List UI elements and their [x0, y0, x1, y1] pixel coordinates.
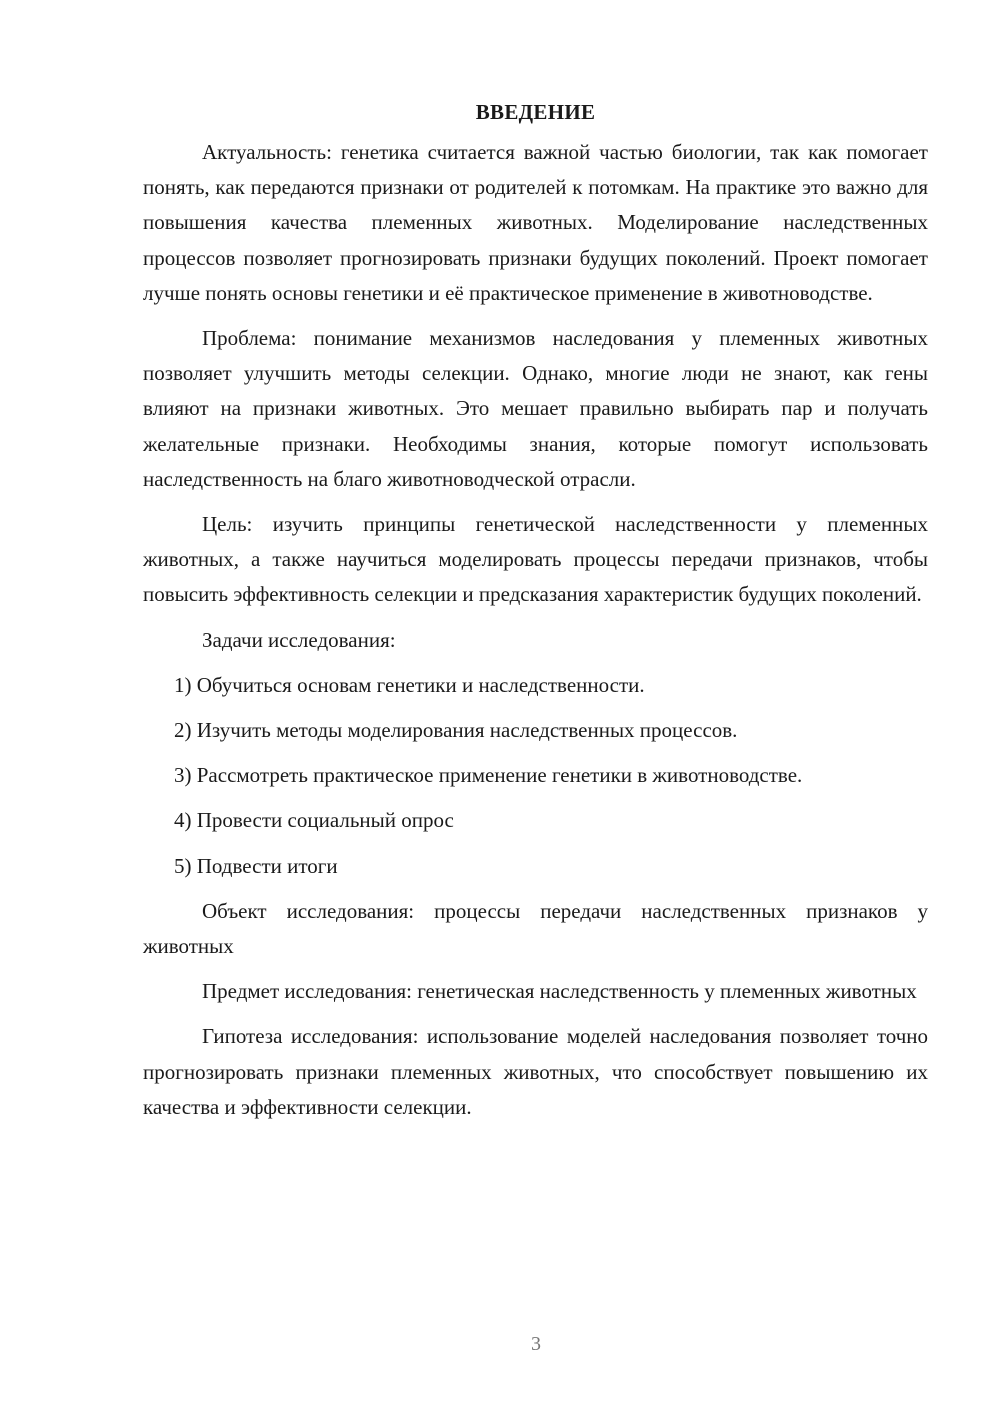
- paragraph-hypothesis: Гипотеза исследования: использование моделей наследования позволяет точно прогнозировать признаки племенных животных, что способствует повышению их качества и эффективности селекции.: [143, 1024, 928, 1119]
- page-number: 3: [531, 1333, 541, 1355]
- task-item: 3) Рассмотреть практическое применение генетики в животноводстве.: [174, 763, 803, 788]
- task-item: 2) Изучить методы моделирования наследственных процессов.: [174, 718, 738, 743]
- page-content: [143, 95, 928, 1125]
- paragraph-goal: Цель: изучить принципы генетической наследственности у племенных животных, а также научиться моделировать процессы передачи признаков, чтобы повысить эффективность селекции и предсказания характеристик будущих поколений.: [143, 512, 928, 607]
- tasks-heading: Задачи исследования:: [202, 627, 396, 652]
- paragraph-subject: Предмет исследования: генетическая наследственность у племенных животных: [202, 979, 917, 1004]
- paragraph-problem: Проблема: понимание механизмов наследования у племенных животных позволяет улучшить методы селекции. Однако, многие люди не знают, как гены влияют на признаки животных. Это мешает правильно выбирать пар и получать желательные признаки. Необходимы знания, которые помогут использовать наследственность на благо животноводческой отрасли.: [143, 326, 928, 491]
- paragraph-relevance: Актуальность: генетика считается важной частью биологии, так как помогает понять, как передаются признаки от родителей к потомкам. На практике это важно для повышения качества племенных животных. Моделирование наследственных процессов позволяет прогнозировать признаки будущих поколений. Проект помогает лучше понять основы генетики и её практическое применение в животноводстве.: [143, 140, 928, 305]
- paragraph-object: Объект исследования: процессы передачи наследственных признаков у животных: [143, 898, 928, 959]
- task-item: 5) Подвести итоги: [174, 853, 338, 878]
- task-item: 1) Обучиться основам генетики и наследственности.: [174, 672, 645, 697]
- task-item: 4) Провести социальный опрос: [174, 808, 454, 833]
- page-title: ВВЕДЕНИЕ: [475, 100, 596, 124]
